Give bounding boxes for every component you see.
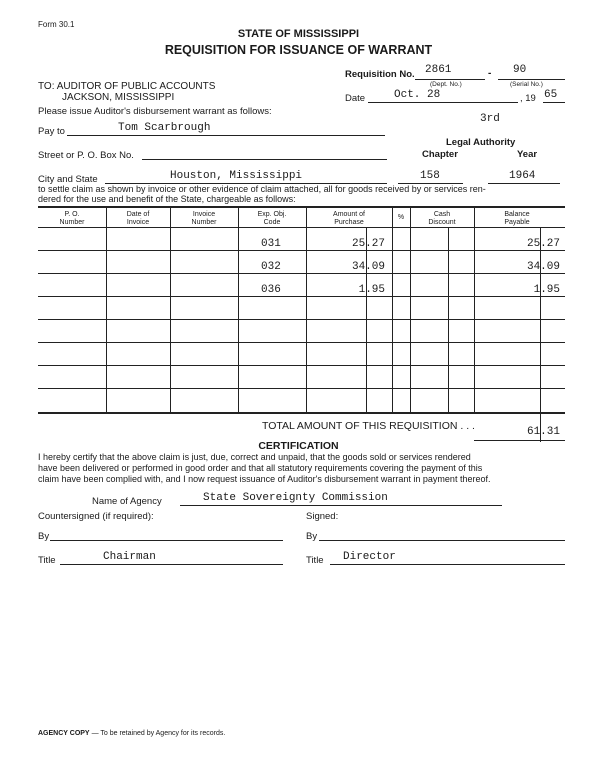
ordinal-value: 3rd [480, 113, 500, 125]
instruction-text: Please issue Auditor's disbursement warrant as follows: [38, 106, 272, 117]
certification-heading: CERTIFICATION [258, 440, 339, 452]
row2-exp-code: 032 [261, 261, 281, 273]
city-value: Houston, Mississippi [170, 170, 303, 182]
footer-copy-label: AGENCY COPY [38, 730, 90, 737]
header-amount-of-purchase: Amount of Purchase [333, 211, 365, 226]
header-balance-payable: Balance Payable [504, 211, 530, 226]
certification-line1: I hereby certify that the above claim is just, due, correct and unpaid, that the goods sold or services rendered [38, 452, 471, 462]
addressee-line2: JACKSON, MISSISSIPPI [62, 92, 175, 103]
requisition-label: Requisition No. [345, 69, 415, 80]
title-label-right: Title [306, 555, 324, 566]
street-label: Street or P. O. Box No. [38, 150, 134, 161]
by-label-left: By [38, 531, 50, 542]
chapter-value: 158 [420, 170, 440, 182]
header-percent: % [397, 214, 405, 221]
header-date-of-invoice: Date of Invoice [126, 211, 150, 226]
chapter-label: Chapter [422, 149, 458, 160]
header-invoice-number: Invoice Number [191, 211, 217, 226]
signed-label: Signed: [306, 511, 339, 522]
row1-amount: 25.27 [351, 238, 385, 250]
main-title: REQUISITION FOR ISSUANCE OF WARRANT [164, 43, 433, 57]
row3-exp-code: 036 [261, 284, 281, 296]
certification-line2: have been delivered or performed in good order and that all statutory requirements covering the payment of this [38, 463, 483, 473]
title-value-right: Director [343, 551, 396, 563]
countersigned-label: Countersigned (if required): [38, 511, 154, 522]
state-title: STATE OF MISSISSIPPI [237, 28, 360, 40]
certification-line3: claim have been complied with, and I now request issuance of Auditor's disbursement warrant in payment thereof. [38, 474, 491, 484]
row3-amount: 1.95 [358, 284, 385, 296]
serial-number: 90 [513, 64, 527, 76]
agency-value: State Sovereignty Commission [203, 492, 388, 504]
row1-balance: 25.27 [526, 238, 560, 250]
title-label-left: Title [38, 555, 56, 566]
row3-balance: 1.95 [533, 284, 560, 296]
row2-balance: 34.09 [526, 261, 560, 273]
settle-text-line2: dered for the use and benefit of the State, chargeable as follows: [38, 194, 296, 204]
date-value: Oct. 28 [394, 89, 441, 101]
year-prefix: , 19 [520, 93, 536, 104]
header-po-number: P. O. Number [59, 211, 85, 226]
row2-amount: 34.09 [351, 261, 385, 273]
agency-label: Name of Agency [92, 496, 162, 507]
header-exp-obj-code: Exp. Obj. Code [257, 211, 287, 226]
serial-caption: (Serial No.) [510, 81, 543, 88]
legal-authority-label: Legal Authority [446, 137, 516, 148]
legal-year-value: 1964 [509, 170, 536, 182]
total-value: 61.31 [526, 426, 560, 438]
date-label: Date [345, 93, 366, 104]
row1-exp-code: 031 [261, 238, 281, 250]
form-number: Form 30.1 [38, 20, 75, 29]
dept-number: 2861 [425, 64, 452, 76]
pay-to-value: Tom Scarbrough [118, 122, 211, 134]
dept-caption: (Dept. No.) [430, 81, 462, 88]
year-label: Year [517, 149, 538, 160]
header-cash-discount: Cash Discount [428, 211, 456, 226]
year-suffix: 65 [544, 89, 558, 101]
footer-note [38, 730, 225, 737]
addressee-line1: TO: AUDITOR OF PUBLIC ACCOUNTS [38, 81, 216, 92]
settle-text-line1: to settle claim as shown by invoice or other evidence of claim attached, all for goods received by or services ren- [38, 184, 486, 194]
city-label: City and State [38, 174, 98, 185]
total-label: TOTAL AMOUNT OF THIS REQUISITION . . . [262, 420, 475, 432]
footer-copy-text: — To be retained by Agency for its records. [91, 730, 226, 737]
title-value-left: Chairman [103, 551, 156, 563]
pay-to-label: Pay to [38, 126, 65, 137]
requisition-dash: - [488, 68, 492, 79]
by-label-right: By [306, 531, 318, 542]
